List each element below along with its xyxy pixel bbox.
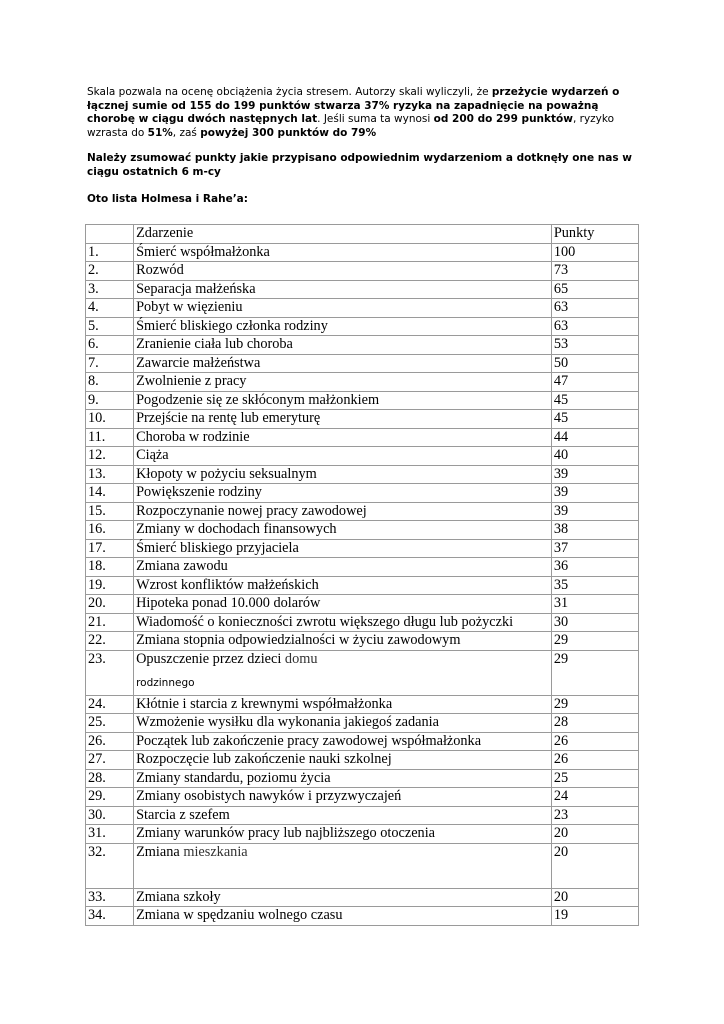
row-number: 28.	[86, 769, 134, 788]
table-row	[86, 843, 639, 888]
table-row	[86, 825, 639, 844]
row-event-text: Kłótnie i starcia z krewnymi współmałżonka	[136, 695, 393, 712]
table-row	[86, 484, 639, 503]
row-event-text: Zmiana stopnia odpowiedzialności w życiu zawodowym	[136, 632, 461, 648]
row-event-text: Zwolnienie z pracy	[136, 373, 247, 389]
table-row	[86, 695, 639, 714]
row-event-text: Wzmożenie wysiłku dla wykonania jakiegoś zadania	[136, 714, 439, 730]
table-row	[86, 595, 639, 614]
row-event	[134, 888, 552, 907]
row-event-text: Kłopoty w pożyciu seksualnym	[136, 465, 317, 482]
row-event-text: Początek lub zakończenie pracy zawodowej współmałżonka	[136, 732, 482, 749]
table-row	[86, 243, 639, 262]
row-points: 35	[551, 576, 638, 595]
row-number: 8.	[86, 373, 134, 392]
row-event-text: Zmiany warunków pracy lub najbliższego otoczenia	[136, 825, 436, 841]
row-event-text: Zmiany w dochodach finansowych	[136, 521, 337, 537]
row-event	[134, 714, 552, 733]
row-event	[134, 613, 552, 632]
row-points: 39	[551, 484, 638, 503]
row-number: 19.	[86, 576, 134, 595]
row-number: 13.	[86, 465, 134, 484]
row-event-text: Pogodzenie się ze skłóconym małżonkiem	[136, 391, 380, 408]
intro-bold-1: przeżycie wydarzeń o łącznej sumie od 155 do 199 punktów stwarza 37% ryzyka na zapadnięcie na poważną chorobę w ciągu dwóch następnych lat	[87, 86, 620, 126]
intro-bold-3: 51%	[147, 126, 173, 139]
row-points: 28	[551, 714, 638, 733]
intro-bold-2: od 200 do 299 punktów	[433, 113, 573, 126]
row-event-text: Śmierć bliskiego przyjaciela	[136, 539, 299, 556]
table-row	[86, 613, 639, 632]
row-number: 22.	[86, 632, 134, 651]
row-number: 10.	[86, 410, 134, 429]
row-points: 26	[551, 732, 638, 751]
row-event	[134, 373, 552, 392]
table-row	[86, 502, 639, 521]
row-number: 4.	[86, 299, 134, 318]
table-row	[86, 299, 639, 318]
row-event	[134, 907, 552, 926]
row-number: 12.	[86, 447, 134, 466]
row-event-text: Choroba w rodzinie	[136, 428, 250, 445]
row-points: 40	[551, 447, 638, 466]
row-event-text: Rozwód	[136, 262, 184, 278]
row-number: 33.	[86, 888, 134, 907]
table-row	[86, 373, 639, 392]
instruction-paragraph: Należy zsumować punkty jakie przypisano odpowiednim wydarzeniom a dotknęły one nas w ciągu ostatnich 6 m-cy	[87, 152, 632, 178]
row-number: 11.	[86, 428, 134, 447]
row-event	[134, 317, 552, 336]
row-points: 37	[551, 539, 638, 558]
row-event-text: Wiadomość o konieczności zwrotu większego długu lub pożyczki	[136, 613, 514, 630]
intro-text-4: , zaś	[172, 126, 201, 139]
row-event-text: Zmiany standardu, poziomu życia	[136, 769, 331, 786]
row-points: 73	[551, 262, 638, 281]
table-row	[86, 521, 639, 540]
intro-paragraph	[87, 86, 647, 140]
row-number: 18.	[86, 558, 134, 577]
row-points: 25	[551, 769, 638, 788]
row-points: 36	[551, 558, 638, 577]
row-event	[134, 521, 552, 540]
row-event	[134, 465, 552, 484]
row-event	[134, 262, 552, 281]
header-event-cell: Zdarzenie	[134, 225, 552, 244]
row-event-text: Ciąża	[136, 447, 169, 463]
intro-text-1: Skala pozwala na ocenę obciążenia życia stresem. Autorzy skali wyliczyli, że	[87, 86, 492, 98]
row-number: 24.	[86, 695, 134, 714]
table-row	[86, 391, 639, 410]
row-number: 2.	[86, 262, 134, 281]
row-event-text: Zmiany osobistych nawyków i przyzwyczajeń	[136, 788, 402, 804]
row-event	[134, 502, 552, 521]
table-row	[86, 751, 639, 770]
row-points: 29	[551, 650, 638, 695]
row-event-text: Wzrost konfliktów małżeńskich	[136, 576, 319, 593]
row-event	[134, 336, 552, 355]
row-points: 63	[551, 317, 638, 336]
row-event-text: Zranienie ciała lub choroba	[136, 336, 293, 352]
row-points: 100	[551, 243, 638, 262]
row-event	[134, 539, 552, 558]
row-number: 1.	[86, 243, 134, 262]
row-event-text: Opuszczenie przez dzieci	[136, 650, 285, 667]
row-event-text: Pobyt w więzieniu	[136, 299, 243, 315]
row-number: 6.	[86, 336, 134, 355]
table-row	[86, 447, 639, 466]
list-title: Oto lista Holmesa i Rahe’a:	[87, 193, 248, 205]
row-points: 23	[551, 806, 638, 825]
table-row	[86, 907, 639, 926]
row-event-text: Zawarcie małżeństwa	[136, 354, 261, 371]
row-number: 9.	[86, 391, 134, 410]
row-event	[134, 769, 552, 788]
row-event	[134, 484, 552, 503]
row-number: 7.	[86, 354, 134, 373]
header-num-cell	[86, 225, 134, 244]
row-number: 5.	[86, 317, 134, 336]
row-event-continuation: domu	[284, 650, 318, 667]
row-event-text: Rozpoczęcie lub zakończenie nauki szkolnej	[136, 751, 392, 767]
row-points: 19	[551, 907, 638, 926]
table-row	[86, 788, 639, 807]
table-row	[86, 769, 639, 788]
row-event-text: Śmierć współmałżonka	[136, 243, 270, 260]
row-number: 23.	[86, 650, 134, 695]
row-points: 50	[551, 354, 638, 373]
row-event-text: Śmierć bliskiego członka rodziny	[136, 317, 328, 334]
row-event	[134, 650, 552, 695]
table-row	[86, 539, 639, 558]
table-row	[86, 354, 639, 373]
table-row	[86, 650, 639, 695]
row-event	[134, 806, 552, 825]
row-number: 21.	[86, 613, 134, 632]
row-event	[134, 558, 552, 577]
row-event-text: Zmiana szkoły	[136, 888, 221, 905]
row-event	[134, 447, 552, 466]
stress-scale-table	[85, 224, 639, 926]
row-event	[134, 576, 552, 595]
row-event-text: Separacja małżeńska	[136, 280, 256, 297]
row-number: 26.	[86, 732, 134, 751]
row-number: 27.	[86, 751, 134, 770]
row-points: 30	[551, 613, 638, 632]
row-event-text: Powiększenie rodziny	[136, 484, 262, 500]
table-row	[86, 558, 639, 577]
table-row	[86, 428, 639, 447]
row-points: 29	[551, 632, 638, 651]
table-header-row	[86, 225, 639, 244]
row-event-text: Zmiana	[136, 843, 184, 860]
table-row	[86, 465, 639, 484]
row-event	[134, 354, 552, 373]
row-event-text: Przejście na rentę lub emeryturę	[136, 410, 321, 426]
table-row	[86, 732, 639, 751]
header-points-cell: Punkty	[551, 225, 638, 244]
row-points: 44	[551, 428, 638, 447]
table-row	[86, 632, 639, 651]
row-event	[134, 751, 552, 770]
row-number: 30.	[86, 806, 134, 825]
intro-text-2: . Jeśli suma ta wynosi	[317, 113, 434, 126]
row-event-text: Rozpoczynanie nowej pracy zawodowej	[136, 502, 367, 519]
row-points: 26	[551, 751, 638, 770]
row-event	[134, 428, 552, 447]
row-points: 45	[551, 410, 638, 429]
row-points: 53	[551, 336, 638, 355]
row-event-text: Hipoteka ponad 10.000 dolarów	[136, 595, 321, 611]
row-points: 24	[551, 788, 638, 807]
row-event-text: Zmiana w spędzaniu wolnego czasu	[136, 907, 343, 923]
row-points: 39	[551, 502, 638, 521]
row-number: 34.	[86, 907, 134, 926]
row-number: 29.	[86, 788, 134, 807]
row-number: 25.	[86, 714, 134, 733]
table-row	[86, 576, 639, 595]
row-points: 45	[551, 391, 638, 410]
row-number: 16.	[86, 521, 134, 540]
row-number: 31.	[86, 825, 134, 844]
row-number: 20.	[86, 595, 134, 614]
row-event	[134, 825, 552, 844]
row-event	[134, 843, 552, 888]
row-event	[134, 280, 552, 299]
table-row	[86, 317, 639, 336]
row-points: 47	[551, 373, 638, 392]
row-points: 65	[551, 280, 638, 299]
row-event	[134, 732, 552, 751]
row-number: 17.	[86, 539, 134, 558]
row-points: 20	[551, 888, 638, 907]
row-event-text: Zmiana zawodu	[136, 558, 228, 574]
row-points: 63	[551, 299, 638, 318]
intro-text-3: , ryzyko wzrasta do	[87, 113, 615, 139]
row-event	[134, 391, 552, 410]
row-points: 29	[551, 695, 638, 714]
row-event	[134, 788, 552, 807]
row-event	[134, 695, 552, 714]
row-event	[134, 299, 552, 318]
row-event-text: Starcia z szefem	[136, 806, 230, 823]
row-event	[134, 243, 552, 262]
table-row	[86, 714, 639, 733]
row-points: 38	[551, 521, 638, 540]
table-row	[86, 280, 639, 299]
intro-bold-4: powyżej 300 punktów do 79%	[200, 126, 377, 139]
row-number: 15.	[86, 502, 134, 521]
row-event	[134, 595, 552, 614]
table-row	[86, 806, 639, 825]
row-number: 32.	[86, 843, 134, 888]
row-number: 14.	[86, 484, 134, 503]
row-points: 31	[551, 595, 638, 614]
row-event	[134, 410, 552, 429]
table-row	[86, 262, 639, 281]
row-event-small: rodzinnego	[136, 677, 195, 689]
table-row	[86, 888, 639, 907]
table-row	[86, 336, 639, 355]
table-row	[86, 410, 639, 429]
row-number: 3.	[86, 280, 134, 299]
row-event-continuation: mieszkania	[183, 843, 248, 860]
row-points: 20	[551, 825, 638, 844]
row-points: 39	[551, 465, 638, 484]
row-event	[134, 632, 552, 651]
row-points: 20	[551, 843, 638, 888]
